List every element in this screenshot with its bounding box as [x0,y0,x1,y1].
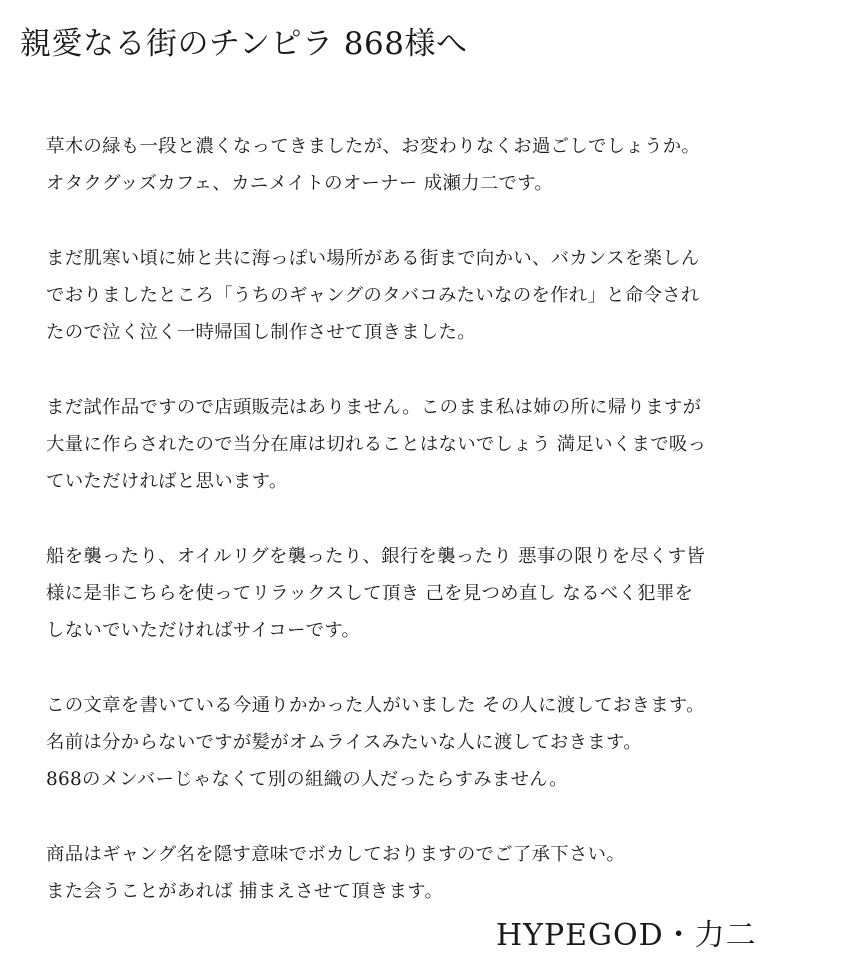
text-line: 様に是非こちらを使ってリラックスして頂き 己を見つめ直し なるべく犯罪を [46,583,694,604]
text-line: しないでいただければサイコーです。 [46,620,361,641]
salutation: 親愛なる街のチンピラ 868様へ [20,26,468,62]
paragraph-4 [46,538,826,649]
text-line: たので泣く泣く一時帰国し制作させて頂きました。 [46,322,476,343]
paragraph-1 [46,128,826,202]
text-line: 大量に作らされたので当分在庫は切れることはないでしょう 満足いくまで吸っ [46,434,707,455]
paragraph-2 [46,240,826,351]
text-line: まだ肌寒い頃に姉と共に海っぽい場所がある街まで向かい、バカンスを楽しん [46,248,700,269]
text-line: 船を襲ったり、オイルリグを襲ったり、銀行を襲ったり 悪事の限りを尽くす皆 [46,546,706,567]
text-line: オタクグッズカフェ、カニメイトのオーナー 成瀬力二です。 [46,173,554,194]
paragraph-6 [46,836,826,910]
text-line: ていただければと思います。 [46,471,288,492]
letter-body [46,128,826,948]
paragraph-5 [46,687,826,798]
paragraph-3 [46,389,826,500]
text-line: 868のメンバーじゃなくて別の組織の人だったらすみません。 [46,769,568,790]
text-line: 名前は分からないですが髪がオムライスみたいな人に渡しておきます。 [46,732,642,753]
text-line: 商品はギャング名を隠す意味でボカしておりますのでご了承下さい。 [46,844,626,865]
text-line: この文章を書いている今通りかかった人がいました その人に渡しておきます。 [46,695,705,716]
text-line: また会うことがあれば 捕まえさせて頂きます。 [46,881,444,902]
signature: HYPEGOD・力二 [496,918,757,953]
text-line: まだ試作品ですので店頭販売はありません。このまま私は姉の所に帰りますが [46,397,702,418]
text-line: でおりましたところ「うちのギャングのタバコみたいなのを作れ」と命令され [46,285,700,306]
text-line: 草木の緑も一段と濃くなってきましたが、お変わりなくお過ごしでしょうか。 [46,136,701,157]
